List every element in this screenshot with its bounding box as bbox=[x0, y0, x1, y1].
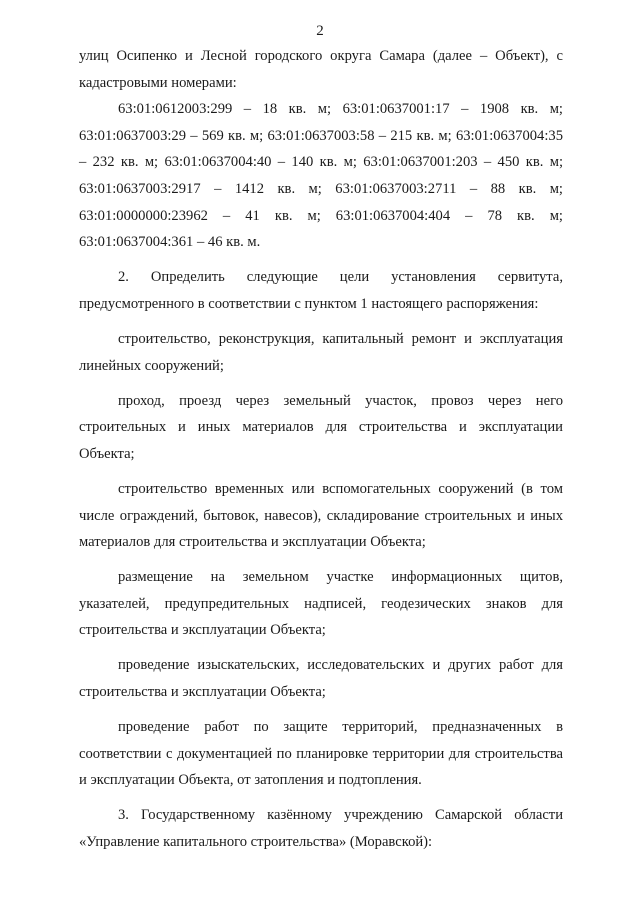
paragraph-purpose-flood-protection: проведение работ по защите территорий, предназначенных в соответствии с документацией по планировке территории для строительства и эксплуатации Объекта, от затопления и подтопления. bbox=[79, 719, 563, 789]
paragraph-item-2-intro: 2. Определить следующие цели установления сервитута, предусмотренного в соответствии с пунктом 1 настоящего распоряжения: bbox=[79, 269, 563, 312]
paragraph-item-3: 3. Государственному казённому учреждению Самарской области «Управление капитального строительства» (Моравской): bbox=[79, 807, 563, 851]
paragraph-purpose-signage: размещение на земельном участке информационных щитов, указателей, предупредительных надписей, геодезических знаков для строительства и эксплуатации Объекта; bbox=[79, 569, 563, 639]
paragraph-cadastral-numbers: 63:01:0612003:299 – 18 кв. м; 63:01:0637001:17 – 1908 кв. м; 63:01:0637003:29 – 569 кв. м; 63:01:0637003:58 – 215 кв. м; 63:01:0637004:35 – 232 кв. м; 63:01:0637004:40 – 140 кв. м; 63:01:0637001:203 – 450 кв. м; 63:01:0637003:2917 – 1412 кв. м; 63:01:0637003:2711 – 88 кв. м; 63:01:0000000:23962 – 41 кв. м; 63:01:0637004:404 – 78 кв. м; 63:01:0637004:361 – 46 кв. м. bbox=[79, 101, 563, 251]
paragraph-object-description: улиц Осипенко и Лесной городского округа Самара (далее – Объект), с кадастровыми номерами: bbox=[79, 48, 563, 91]
document-body bbox=[79, 43, 563, 856]
paragraph-purpose-temporary-structures: строительство временных или вспомогательных сооружений (в том числе ограждений, бытовок, навесов), складирование строительных и иных материалов для строительства и эксплуатации Объекта; bbox=[79, 480, 563, 551]
paragraph-purpose-passage: проход, проезд через земельный участок, провоз через него строительных и иных материалов для строительства и эксплуатации Объекта; bbox=[79, 392, 563, 462]
page-number: 2 bbox=[316, 23, 324, 39]
paragraph-purpose-survey: проведение изыскательских, исследовательских и других работ для строительства и эксплуатации Объекта; bbox=[79, 657, 563, 701]
paragraph-purpose-construction: строительство, реконструкция, капитальный ремонт и эксплуатация линейных сооружений; bbox=[79, 330, 563, 374]
